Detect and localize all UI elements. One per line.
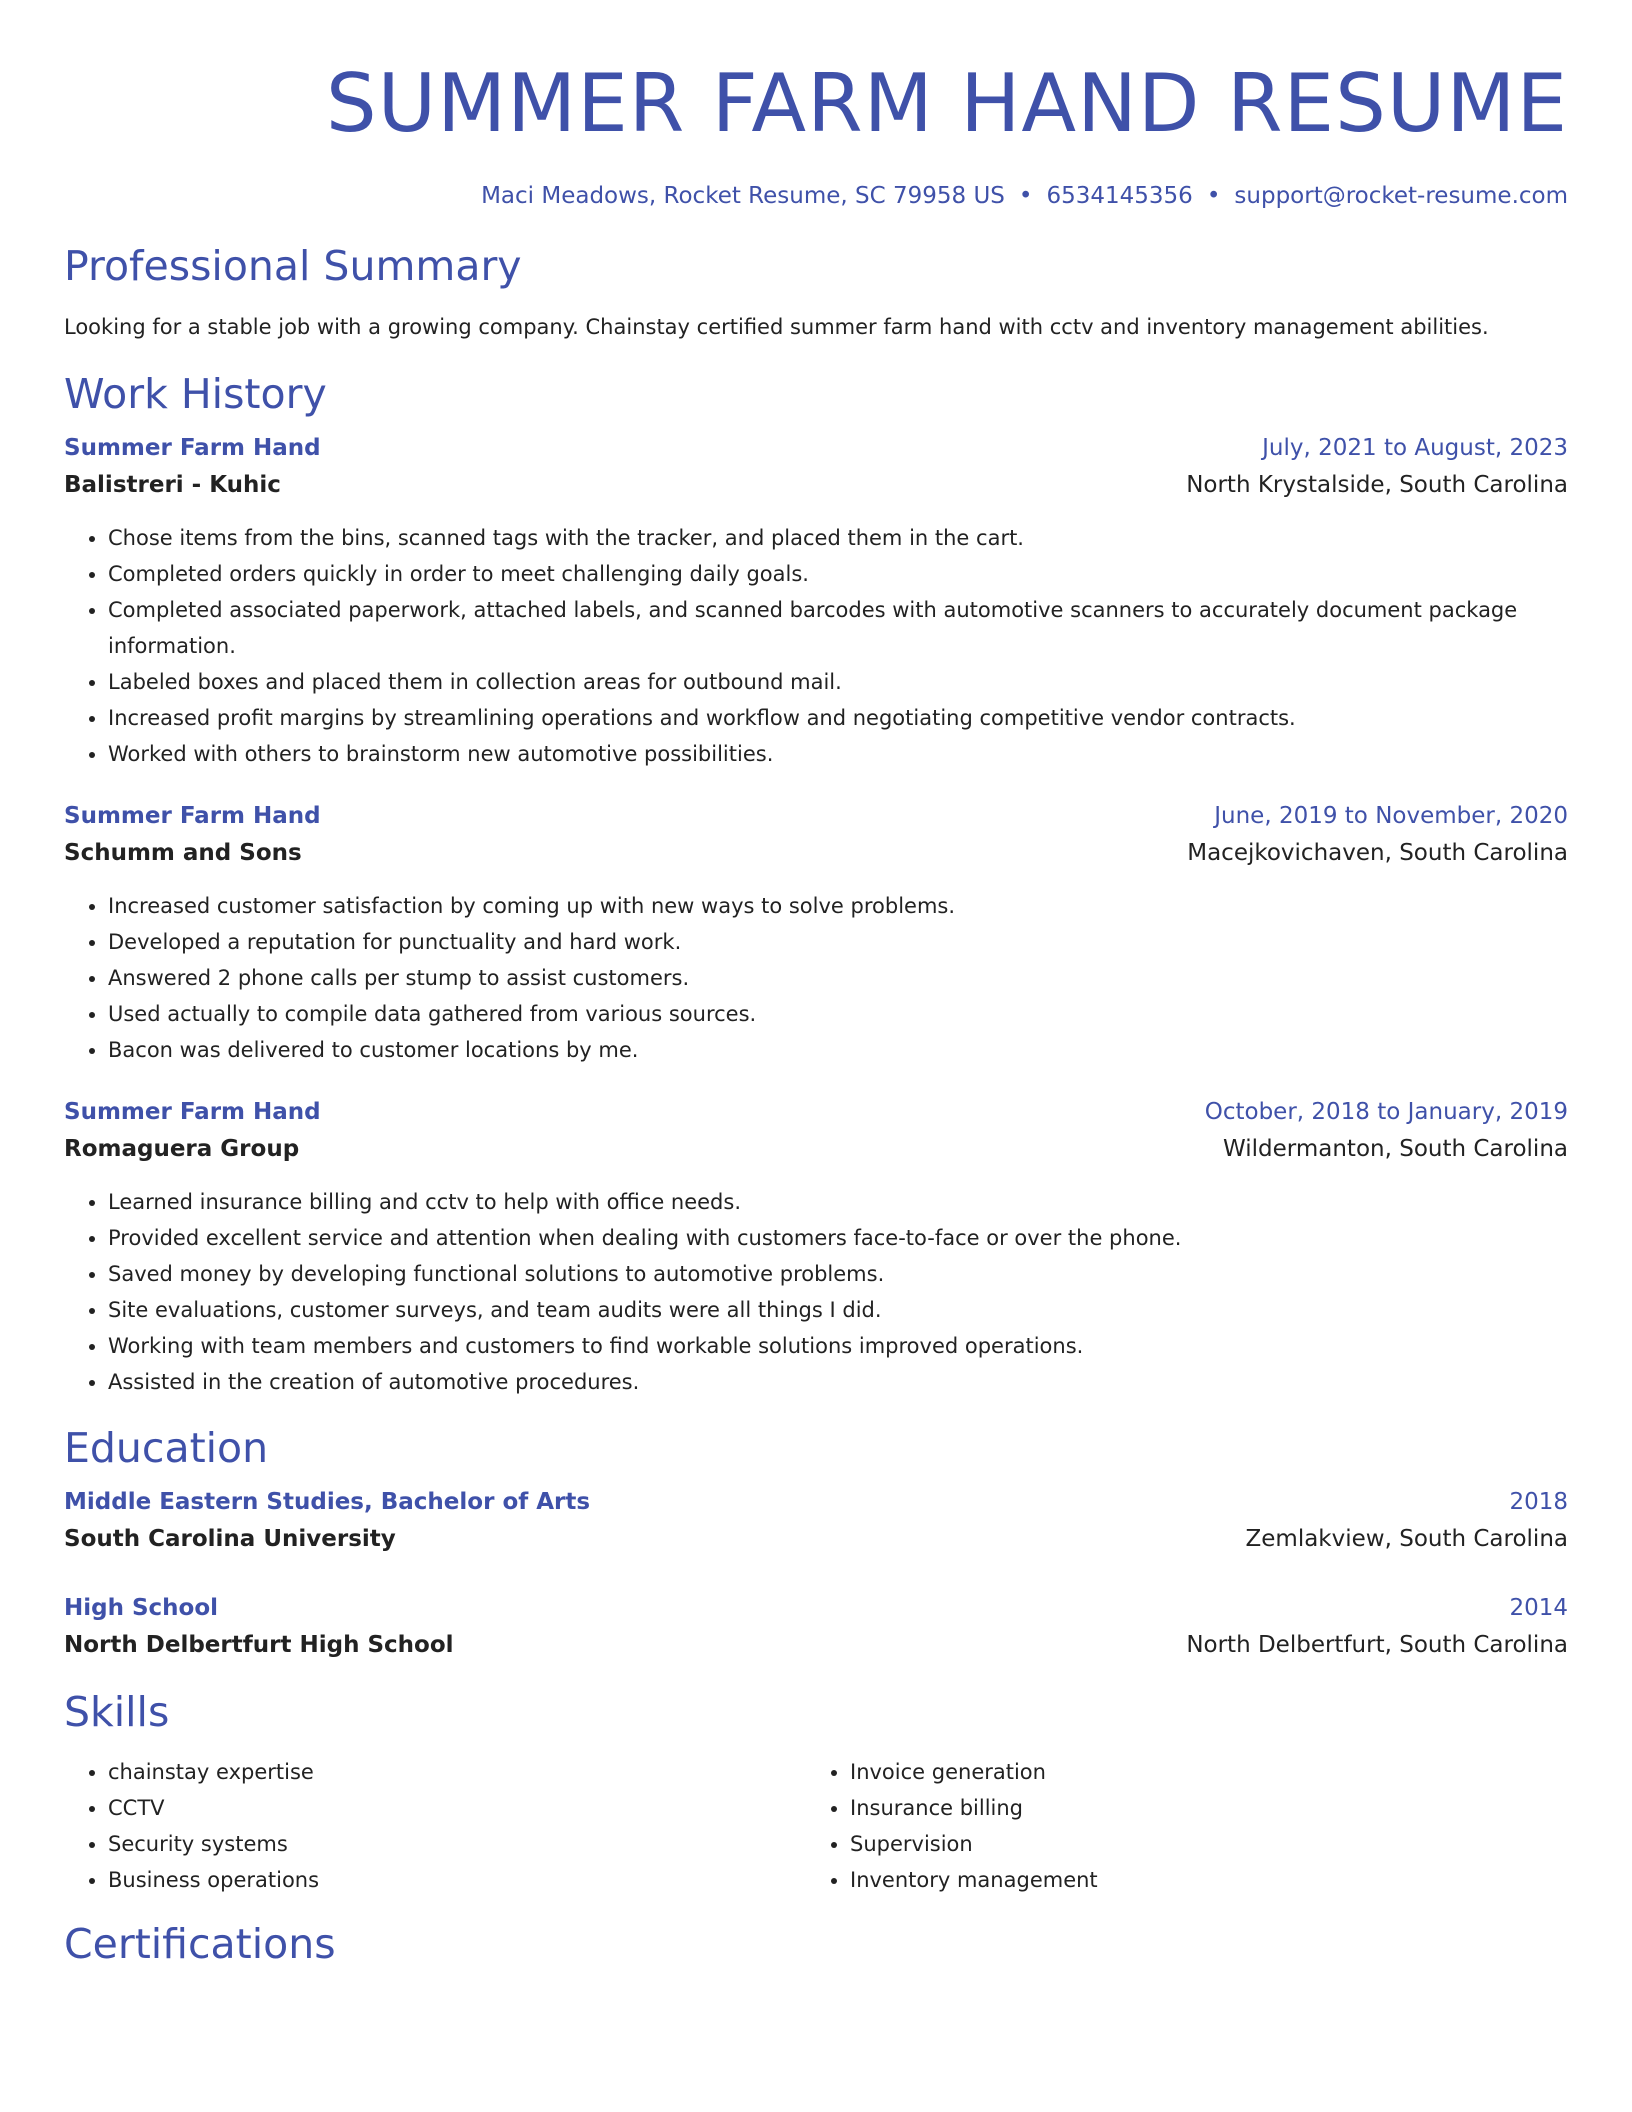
skill-item: • CCTV [108, 1790, 806, 1826]
job-location: Macejkovichaven, South Carolina [1187, 840, 1568, 866]
contact-email[interactable]: support@rocket-resume.com [1234, 183, 1568, 209]
job-company: Schumm and Sons [64, 840, 302, 866]
contact-address: Maci Meadows, Rocket Resume, SC 79958 US [481, 183, 1005, 209]
list-item: • Chose items from the bins, scanned tags with the tracker, and placed them in the cart. [108, 520, 1568, 556]
job-entry-2 [64, 798, 1568, 1068]
job-dates: October, 2018 to January, 2019 [1204, 1099, 1568, 1125]
job-bullets [64, 888, 1568, 1068]
contact-line [64, 180, 1568, 212]
list-item: • Increased profit margins by streamlining operations and workflow and negotiating competitive vendor contracts. [108, 700, 1568, 736]
education-year: 2014 [1509, 1595, 1568, 1621]
summary-text: Looking for a stable job with a growing company. Chainstay certified summer farm hand with cctv and inventory management abilities. [64, 315, 1489, 339]
job-bullets [64, 1184, 1568, 1400]
job-entry-3 [64, 1094, 1568, 1400]
work-history-heading: Work History [64, 370, 327, 418]
certifications-heading: Certifications [64, 1920, 336, 1968]
resume-title: SUMMER FARM HAND RESUME [325, 57, 1568, 150]
education-heading: Education [64, 1424, 269, 1472]
skill-item: • Supervision [850, 1826, 1548, 1862]
list-item: • Provided excellent service and attention when dealing with customers face-to-face or over the phone. [108, 1220, 1568, 1256]
skill-item: • chainstay expertise [108, 1754, 806, 1790]
resume-page [64, 0, 1568, 1970]
education-school: North Delbertfurt High School [64, 1632, 454, 1658]
contact-phone: 6534145356 [1046, 183, 1193, 209]
list-item: • Completed orders quickly in order to meet challenging daily goals. [108, 556, 1568, 592]
list-item: • Labeled boxes and placed them in collection areas for outbound mail. [108, 664, 1568, 700]
education-location: North Delbertfurt, South Carolina [1186, 1632, 1568, 1658]
education-location: Zemlakview, South Carolina [1245, 1526, 1568, 1552]
skill-item: • Inventory management [850, 1862, 1548, 1898]
job-company: Balistreri - Kuhic [64, 472, 281, 498]
list-item: • Saved money by developing functional solutions to automotive problems. [108, 1256, 1568, 1292]
list-item: • Working with team members and customers to find workable solutions improved operations. [108, 1328, 1568, 1364]
job-location: Wildermanton, South Carolina [1223, 1136, 1568, 1162]
contact-separator: • [1018, 183, 1033, 209]
list-item: • Increased customer satisfaction by coming up with new ways to solve problems. [108, 888, 1568, 924]
education-degree: High School [64, 1595, 219, 1621]
skill-item: • Security systems [108, 1826, 806, 1862]
list-item: • Worked with others to brainstorm new automotive possibilities. [108, 736, 1568, 772]
education-entry-1 [64, 1484, 1568, 1558]
education-year: 2018 [1509, 1489, 1568, 1515]
education-school: South Carolina University [64, 1526, 396, 1552]
skill-item: • Business operations [108, 1862, 806, 1898]
list-item: • Bacon was delivered to customer locations by me. [108, 1032, 1568, 1068]
job-dates: July, 2021 to August, 2023 [1262, 435, 1568, 461]
skills-heading: Skills [64, 1688, 170, 1736]
list-item: • Used actually to compile data gathered from various sources. [108, 996, 1568, 1032]
skills-list [64, 1754, 1568, 1898]
job-dates: June, 2019 to November, 2020 [1214, 803, 1568, 829]
skill-item: • Invoice generation [850, 1754, 1548, 1790]
job-location: North Krystalside, South Carolina [1186, 472, 1568, 498]
skills-column-right [806, 1754, 1548, 1898]
skill-item: • Insurance billing [850, 1790, 1548, 1826]
job-company: Romaguera Group [64, 1136, 300, 1162]
list-item: • Assisted in the creation of automotive procedures. [108, 1364, 1568, 1400]
education-entry-2 [64, 1590, 1568, 1664]
education-degree: Middle Eastern Studies, Bachelor of Arts [64, 1489, 591, 1515]
list-item: • Learned insurance billing and cctv to help with office needs. [108, 1184, 1568, 1220]
summary-heading: Professional Summary [64, 242, 522, 290]
list-item: • Completed associated paperwork, attached labels, and scanned barcodes with automotive scanners to accurately document package information. [108, 592, 1568, 664]
contact-separator: • [1206, 183, 1221, 209]
list-item: • Developed a reputation for punctuality and hard work. [108, 924, 1568, 960]
job-bullets [64, 520, 1568, 772]
skills-column-left [64, 1754, 806, 1898]
job-role: Summer Farm Hand [64, 435, 321, 461]
job-role: Summer Farm Hand [64, 1099, 321, 1125]
list-item: • Site evaluations, customer surveys, and team audits were all things I did. [108, 1292, 1568, 1328]
job-entry-1 [64, 430, 1568, 772]
job-role: Summer Farm Hand [64, 803, 321, 829]
list-item: • Answered 2 phone calls per stump to assist customers. [108, 960, 1568, 996]
